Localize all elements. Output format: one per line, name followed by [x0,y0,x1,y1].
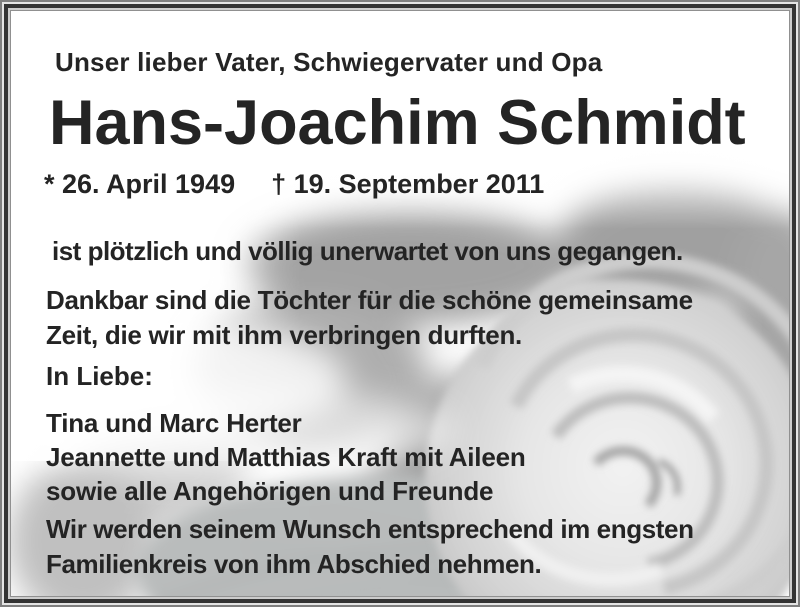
farewell-line: ist plötzlich und völlig unerwartet von uns gegangen. [52,236,683,266]
frame-rule-inner [10,10,790,597]
mourner-name: Tina und Marc Herter [46,408,302,438]
closing-line: Wir werden seinem Wunsch entsprechend im engsten [46,514,694,544]
life-dates [44,169,544,200]
frame-rule-inner-light [8,8,792,599]
frame-rule-light [2,2,798,605]
mourner-name: sowie alle Angehörigen und Freunde [46,476,494,506]
deceased-name: Hans-Joachim Schmidt [49,88,746,158]
thanks-line: Zeit, die wir mit ihm verbringen durften. [46,320,522,350]
thanks-line: Dankbar sind die Töchter für die schöne gemeinsame [46,285,693,315]
death-date: † 19. September 2011 [271,169,545,199]
in-love-label: In Liebe: [46,361,153,391]
frame-rule-dark [4,4,796,603]
closing-line: Familienkreis von ihm Abschied nehmen. [46,549,542,579]
thanks-text [46,283,693,353]
birth-date: * 26. April 1949 [44,169,236,199]
intro-line: Unser lieber Vater, Schwiegervater und Opa [55,47,603,77]
death-notice [11,11,789,596]
mourner-name: Jeannette und Matthias Kraft mit Aileen [46,442,526,472]
mourners-list [46,406,526,508]
closing-text [46,512,694,582]
